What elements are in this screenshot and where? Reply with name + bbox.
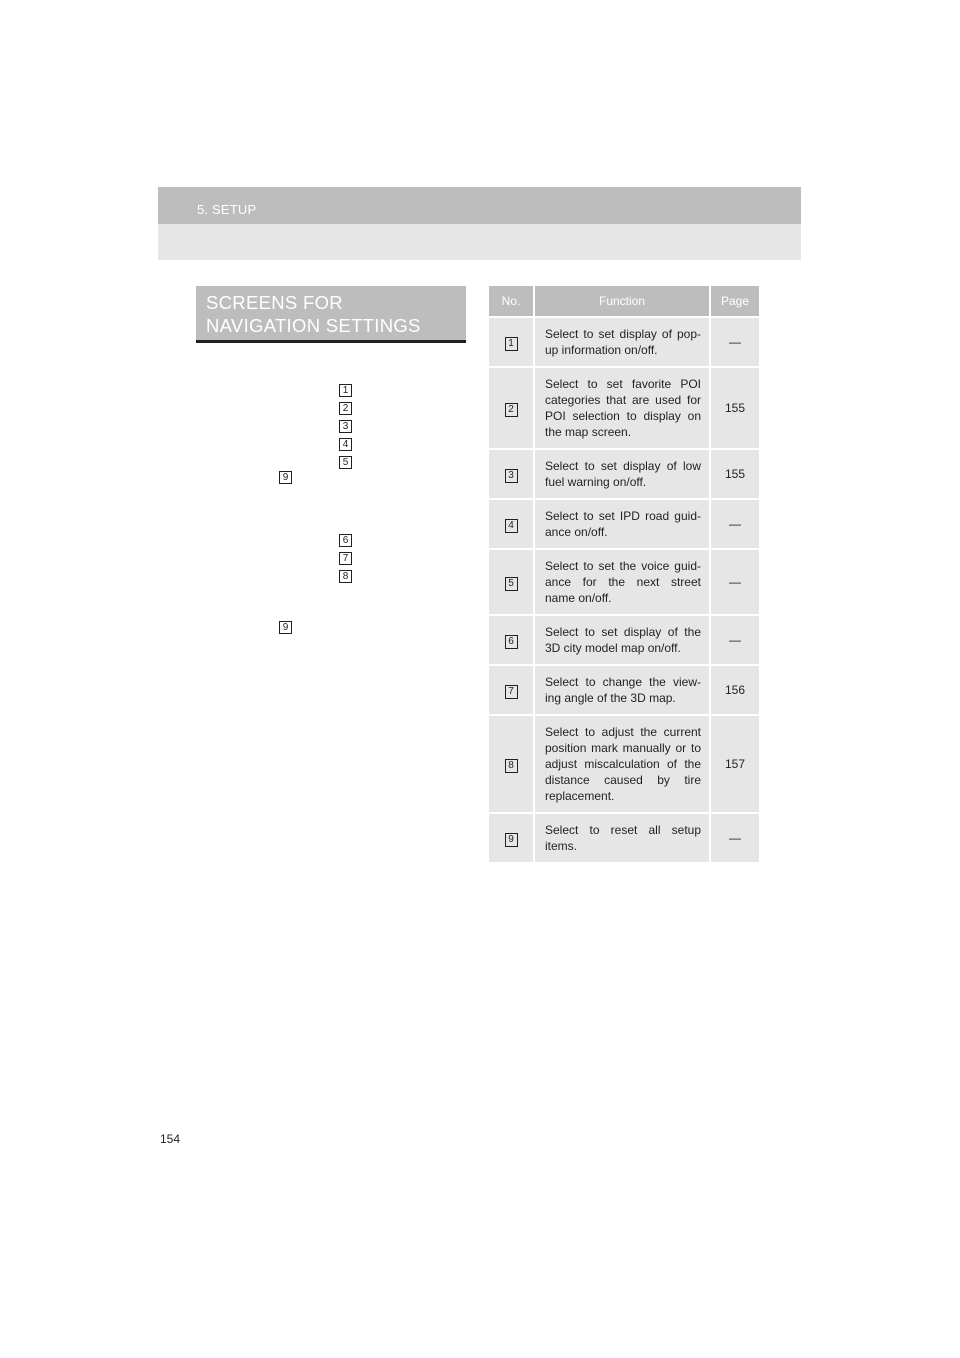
row-page: 157 bbox=[709, 714, 759, 812]
table-row bbox=[489, 366, 759, 448]
table-row bbox=[489, 714, 759, 812]
row-number-box: 4 bbox=[505, 519, 518, 533]
header-subbar bbox=[158, 224, 801, 260]
section-heading bbox=[196, 286, 466, 343]
row-number-box: 1 bbox=[505, 337, 518, 351]
row-function: Select to set display of low fuel warning on/off. bbox=[533, 448, 709, 498]
callout-9-lower: 9 bbox=[279, 621, 292, 634]
row-page: 155 bbox=[709, 366, 759, 448]
row-function: Select to change the view-ing angle of the 3D map. bbox=[533, 664, 709, 714]
callout-5: 5 bbox=[339, 456, 352, 469]
settings-table bbox=[489, 286, 759, 862]
callout-8: 8 bbox=[339, 570, 352, 583]
table-row bbox=[489, 498, 759, 548]
callout-9-upper: 9 bbox=[279, 471, 292, 484]
table-row bbox=[489, 614, 759, 664]
row-number-box: 5 bbox=[505, 577, 518, 591]
row-function: Select to set display of pop-up information on/off. bbox=[533, 316, 709, 366]
row-function: Select to set display of the 3D city model map on/off. bbox=[533, 614, 709, 664]
callout-7: 7 bbox=[339, 552, 352, 565]
header-page: Page bbox=[709, 286, 759, 316]
table-row bbox=[489, 448, 759, 498]
row-number-box: 3 bbox=[505, 469, 518, 483]
row-number-box: 9 bbox=[505, 833, 518, 847]
row-page: 156 bbox=[709, 664, 759, 714]
row-page: — bbox=[709, 812, 759, 862]
callout-6: 6 bbox=[339, 534, 352, 547]
row-page: — bbox=[709, 548, 759, 614]
callout-3: 3 bbox=[339, 420, 352, 433]
table-row bbox=[489, 812, 759, 862]
row-number-box: 6 bbox=[505, 635, 518, 649]
table-row bbox=[489, 548, 759, 614]
row-function: Select to set the voice guid-ance for the next street name on/off. bbox=[533, 548, 709, 614]
row-function: Select to set favorite POI categories that are used for POI selection to display on the map screen. bbox=[533, 366, 709, 448]
table-row bbox=[489, 664, 759, 714]
callout-4: 4 bbox=[339, 438, 352, 451]
row-number-box: 2 bbox=[505, 403, 518, 417]
row-page: — bbox=[709, 316, 759, 366]
callout-2: 2 bbox=[339, 402, 352, 415]
row-function: Select to reset all setup items. bbox=[533, 812, 709, 862]
row-function: Select to adjust the current position mark manually or to adjust miscalculation of the distance caused by tire replacement. bbox=[533, 714, 709, 812]
row-function: Select to set IPD road guid-ance on/off. bbox=[533, 498, 709, 548]
page-number: 154 bbox=[160, 1132, 181, 1146]
table-header-row bbox=[489, 286, 759, 316]
section-heading-text: SCREENS FOR NAVIGATION SETTINGS bbox=[206, 292, 421, 336]
callout-1: 1 bbox=[339, 384, 352, 397]
row-number-box: 8 bbox=[505, 759, 518, 773]
row-page: — bbox=[709, 498, 759, 548]
row-page: — bbox=[709, 614, 759, 664]
row-number-box: 7 bbox=[505, 685, 518, 699]
row-page: 155 bbox=[709, 448, 759, 498]
chapter-title: 5. SETUP bbox=[197, 202, 257, 217]
table-row bbox=[489, 316, 759, 366]
header-function: Function bbox=[533, 286, 709, 316]
header-no: No. bbox=[489, 286, 533, 316]
